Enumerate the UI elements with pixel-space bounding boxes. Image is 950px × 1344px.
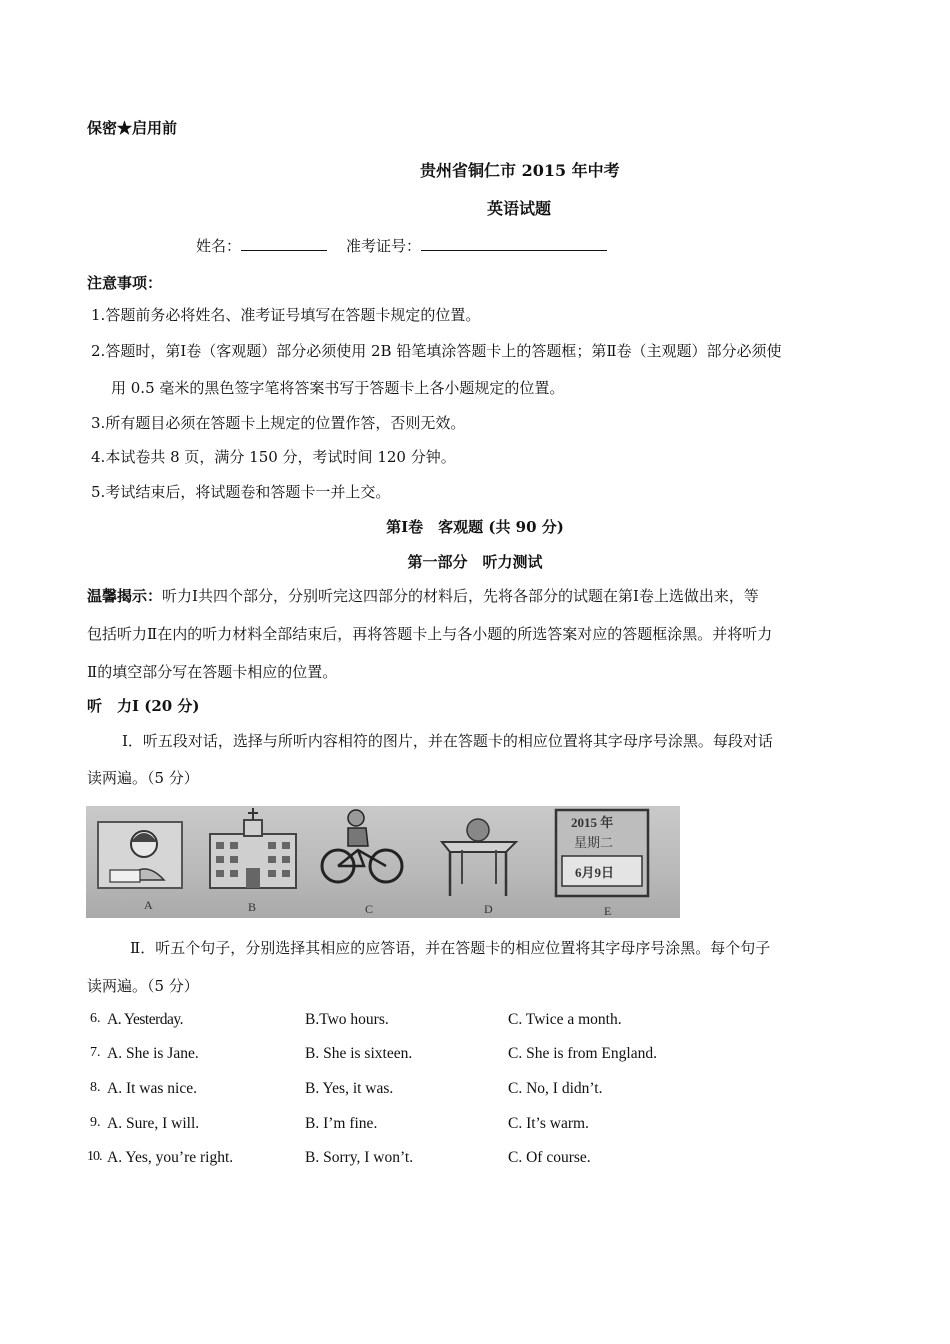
notice-item-4 — [91, 446, 456, 467]
exam-subject: 英语试题 — [487, 199, 552, 218]
option-c[interactable]: C. Twice a month. — [508, 1011, 622, 1028]
notice-text: 考试结束后，将试题卷和答题卡一并上交。 — [105, 483, 391, 501]
notice-num: 5. — [91, 483, 106, 501]
calendar-date: 6月9日 — [575, 865, 615, 880]
tip-text: 听力Ⅰ共四个部分，分别听完这四部分的材料后，先将各部分的试题在第Ⅰ卷上选做出来，等 — [162, 587, 759, 605]
notice-item-1 — [91, 304, 480, 325]
option-b[interactable]: B. Yes, it was. — [305, 1080, 394, 1097]
picture-label-b: B — [248, 900, 257, 914]
picture-label-d: D — [484, 902, 493, 916]
option-a[interactable]: A. Sure, I will. — [107, 1115, 200, 1132]
calendar-year: 2015 年 — [571, 815, 614, 830]
option-c[interactable]: C. Of course. — [508, 1149, 591, 1166]
exam-id-blank[interactable] — [421, 236, 607, 251]
cyclist-picture — [322, 810, 402, 882]
option-c[interactable]: C. She is from England. — [508, 1045, 657, 1062]
notice-num: 4. — [91, 448, 106, 466]
exam-title: 贵州省铜仁市 2015 年中考 — [420, 161, 620, 180]
notice-item-2-cont: 用 0.5 毫米的黑色签字笔将答案书写于答题卡上各小题规定的位置。 — [111, 379, 565, 397]
girl-reading-picture — [98, 822, 182, 888]
tip-line-3: Ⅱ的填空部分写在答题卡相应的位置。 — [87, 663, 338, 681]
question-number: 7. — [90, 1045, 101, 1060]
secret-mark: 保密★启用前 — [87, 119, 178, 137]
question-number: 10. — [87, 1149, 102, 1164]
option-a[interactable]: A. Yes, you’re right. — [107, 1149, 234, 1166]
picture-label-e: E — [604, 904, 612, 918]
picture-strip — [86, 806, 680, 918]
question-number: 8. — [90, 1080, 101, 1095]
option-c[interactable]: C. It’s warm. — [508, 1115, 589, 1132]
listening-heading: 听 力Ⅰ (20 分) — [87, 697, 200, 715]
notice-item-2 — [91, 340, 782, 361]
ball-on-table-picture — [442, 819, 516, 896]
hospital-picture — [210, 808, 296, 888]
option-b[interactable]: B.Two hours. — [305, 1011, 389, 1028]
exam-id-field[interactable] — [346, 235, 607, 256]
notice-text: 答题时，第Ⅰ卷（客观题）部分必须使用 2B 铅笔填涂答题卡上的答题框；第Ⅱ卷（主观题）部分必须使 — [105, 342, 782, 360]
volume-title: 第Ⅰ卷 客观题 (共 90 分) — [386, 518, 564, 536]
question-number: 6. — [90, 1011, 101, 1026]
tip-line-2: 包括听力Ⅱ在内的听力材料全部结束后，再将答题卡上与各小题的所选答案对应的答题框涂黑。并将听力 — [87, 625, 773, 643]
notice-num: 2. — [91, 342, 106, 360]
name-label: 姓名： — [196, 237, 242, 255]
option-a[interactable]: A. She is Jane. — [107, 1045, 199, 1062]
notice-heading: 注意事项： — [87, 274, 163, 292]
option-a[interactable]: A. It was nice. — [107, 1080, 197, 1097]
part2-instruction: Ⅱ．听五个句子，分别选择其相应的应答语，并在答题卡的相应位置将其字母序号涂黑。每个句子 — [130, 939, 771, 957]
option-b[interactable]: B. I’m fine. — [305, 1115, 378, 1132]
notice-text: 所有题目必须在答题卡上规定的位置作答，否则无效。 — [105, 414, 466, 432]
tip-label: 温馨揭示： — [87, 587, 163, 605]
part2-instruction-cont: 读两遍。（5 分） — [87, 977, 199, 995]
question-number: 9. — [90, 1115, 101, 1130]
tip-line-1 — [87, 585, 759, 606]
calendar-weekday: 星期二 — [574, 835, 614, 850]
part1-instruction: Ⅰ．听五段对话，选择与所听内容相符的图片，并在答题卡的相应位置将其字母序号涂黑。每段对话 — [122, 732, 773, 750]
picture-label-a: A — [144, 898, 153, 912]
notice-num: 1. — [91, 306, 106, 324]
notice-item-3 — [91, 412, 465, 433]
option-b[interactable]: B. She is sixteen. — [305, 1045, 413, 1062]
picture-label-c: C — [365, 902, 374, 916]
name-field[interactable] — [196, 235, 327, 256]
option-b[interactable]: B. Sorry, I won’t. — [305, 1149, 414, 1166]
exam-id-label: 准考证号： — [346, 237, 422, 255]
part1-instruction-cont: 读两遍。（5 分） — [87, 769, 199, 787]
notice-text: 答题前务必将姓名、准考证号填写在答题卡规定的位置。 — [105, 306, 481, 324]
option-c[interactable]: C. No, I didn’t. — [508, 1080, 603, 1097]
part-title: 第一部分 听力测试 — [407, 553, 543, 571]
option-a[interactable]: A. Yesterday. — [107, 1011, 184, 1028]
notice-text: 本试卷共 8 页，满分 150 分，考试时间 120 分钟。 — [105, 448, 456, 466]
notice-item-5 — [91, 481, 390, 502]
notice-num: 3. — [91, 414, 106, 432]
name-blank[interactable] — [241, 236, 327, 251]
